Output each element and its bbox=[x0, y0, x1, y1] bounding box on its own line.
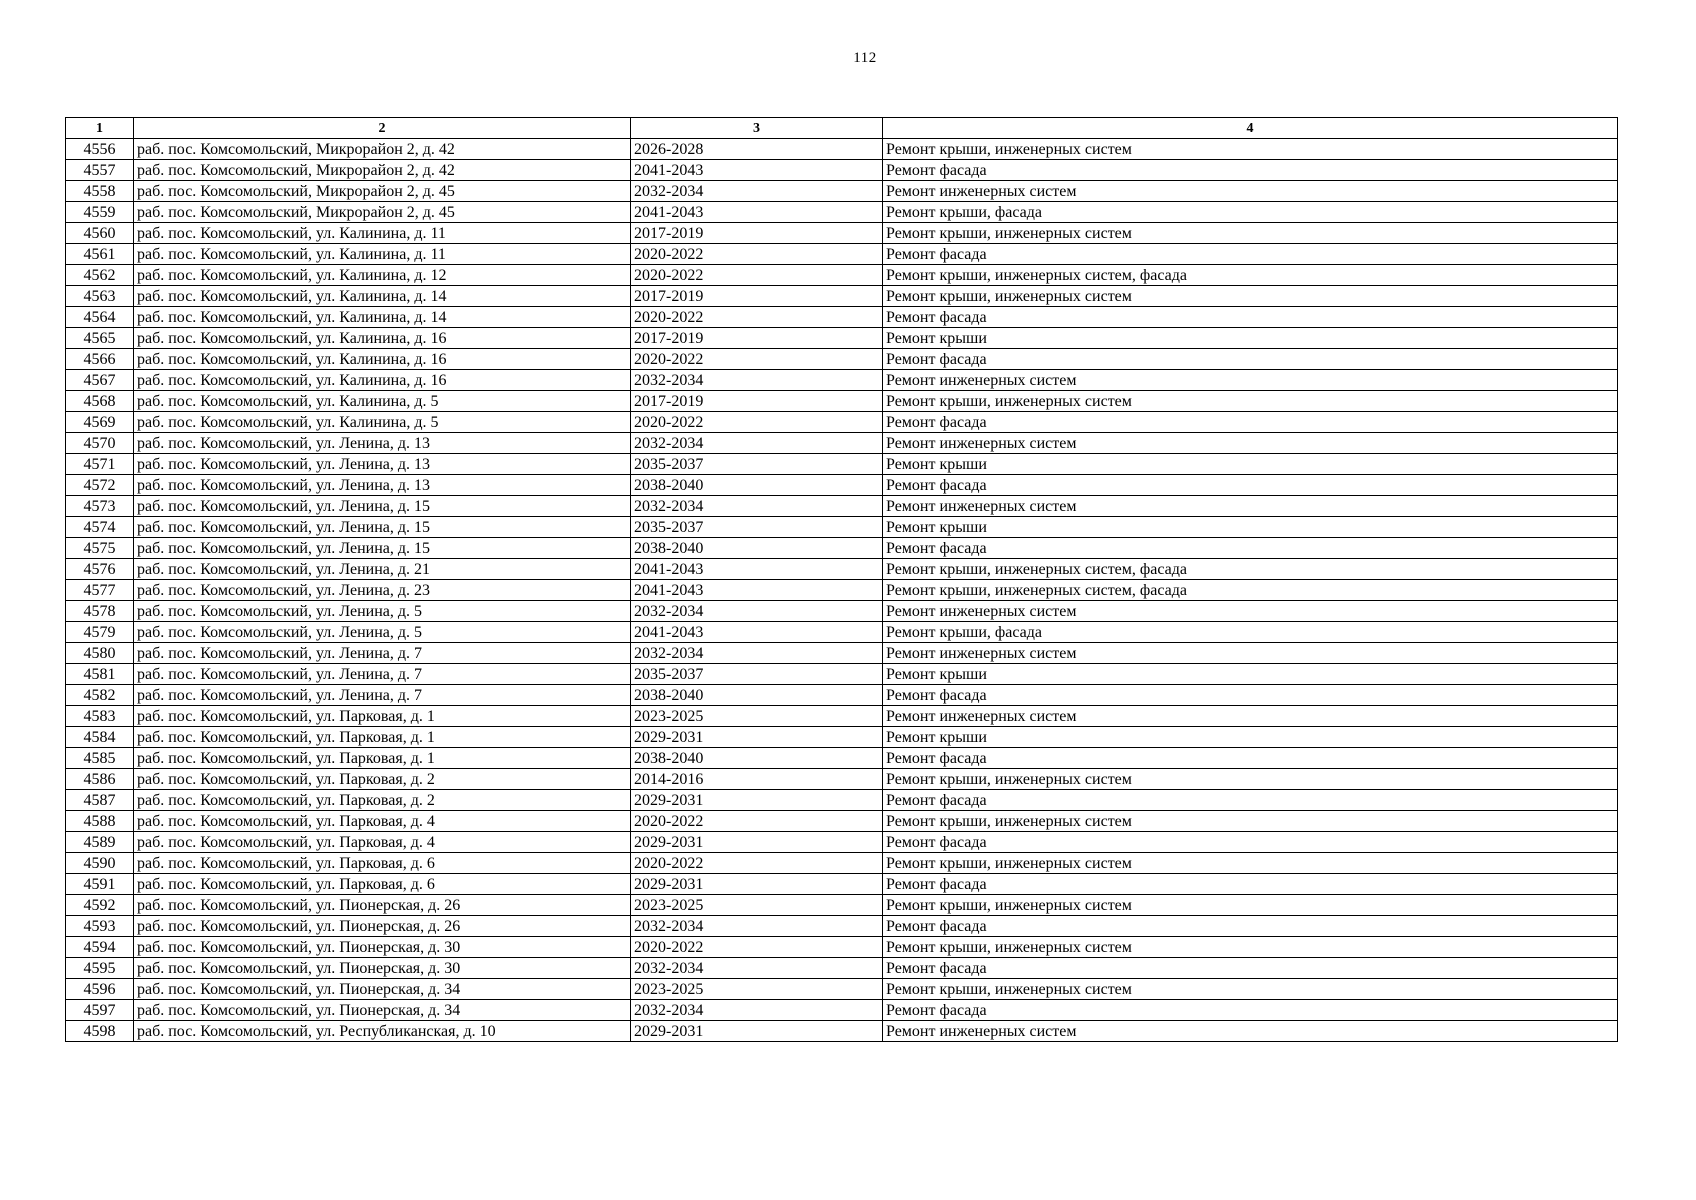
work-type-cell: Ремонт фасада bbox=[883, 244, 1618, 265]
address-cell: раб. пос. Комсомольский, Микрорайон 2, д. 45 bbox=[134, 202, 631, 223]
table-row bbox=[66, 139, 1618, 160]
row-number-cell: 4561 bbox=[66, 244, 134, 265]
table-row bbox=[66, 307, 1618, 328]
period-cell: 2032-2034 bbox=[631, 496, 883, 517]
address-cell: раб. пос. Комсомольский, ул. Ленина, д. 13 bbox=[134, 454, 631, 475]
period-cell: 2035-2037 bbox=[631, 454, 883, 475]
table-row bbox=[66, 643, 1618, 664]
period-cell: 2032-2034 bbox=[631, 433, 883, 454]
work-type-cell: Ремонт инженерных систем bbox=[883, 706, 1618, 727]
table-row bbox=[66, 1000, 1618, 1021]
table-row bbox=[66, 391, 1618, 412]
address-cell: раб. пос. Комсомольский, ул. Ленина, д. 13 bbox=[134, 475, 631, 496]
table-row bbox=[66, 790, 1618, 811]
table-row bbox=[66, 706, 1618, 727]
row-number-cell: 4592 bbox=[66, 895, 134, 916]
work-type-cell: Ремонт фасада bbox=[883, 160, 1618, 181]
row-number-cell: 4595 bbox=[66, 958, 134, 979]
table-row bbox=[66, 832, 1618, 853]
row-number-cell: 4575 bbox=[66, 538, 134, 559]
work-type-cell: Ремонт фасада bbox=[883, 307, 1618, 328]
row-number-cell: 4585 bbox=[66, 748, 134, 769]
table-row bbox=[66, 223, 1618, 244]
address-cell: раб. пос. Комсомольский, ул. Калинина, д. 16 bbox=[134, 370, 631, 391]
address-cell: раб. пос. Комсомольский, ул. Парковая, д. 1 bbox=[134, 706, 631, 727]
address-cell: раб. пос. Комсомольский, ул. Пионерская, д. 26 bbox=[134, 916, 631, 937]
row-number-cell: 4582 bbox=[66, 685, 134, 706]
period-cell: 2020-2022 bbox=[631, 265, 883, 286]
table-row bbox=[66, 475, 1618, 496]
row-number-cell: 4590 bbox=[66, 853, 134, 874]
address-cell: раб. пос. Комсомольский, Микрорайон 2, д. 45 bbox=[134, 181, 631, 202]
row-number-cell: 4559 bbox=[66, 202, 134, 223]
period-cell: 2032-2034 bbox=[631, 181, 883, 202]
table-row bbox=[66, 853, 1618, 874]
address-cell: раб. пос. Комсомольский, ул. Калинина, д. 14 bbox=[134, 307, 631, 328]
row-number-cell: 4584 bbox=[66, 727, 134, 748]
period-cell: 2029-2031 bbox=[631, 1021, 883, 1042]
row-number-cell: 4570 bbox=[66, 433, 134, 454]
address-cell: раб. пос. Комсомольский, ул. Пионерская, д. 30 bbox=[134, 937, 631, 958]
period-cell: 2020-2022 bbox=[631, 244, 883, 265]
table-row bbox=[66, 370, 1618, 391]
table-row bbox=[66, 748, 1618, 769]
period-cell: 2014-2016 bbox=[631, 769, 883, 790]
row-number-cell: 4589 bbox=[66, 832, 134, 853]
period-cell: 2032-2034 bbox=[631, 958, 883, 979]
address-cell: раб. пос. Комсомольский, ул. Пионерская, д. 34 bbox=[134, 1000, 631, 1021]
header-row bbox=[66, 118, 1618, 139]
work-type-cell: Ремонт инженерных систем bbox=[883, 181, 1618, 202]
address-cell: раб. пос. Комсомольский, ул. Парковая, д. 6 bbox=[134, 874, 631, 895]
work-type-cell: Ремонт крыши, инженерных систем bbox=[883, 286, 1618, 307]
period-cell: 2020-2022 bbox=[631, 853, 883, 874]
table-row bbox=[66, 916, 1618, 937]
row-number-cell: 4566 bbox=[66, 349, 134, 370]
table-row bbox=[66, 874, 1618, 895]
work-type-cell: Ремонт фасада bbox=[883, 412, 1618, 433]
row-number-cell: 4591 bbox=[66, 874, 134, 895]
row-number-cell: 4581 bbox=[66, 664, 134, 685]
work-type-cell: Ремонт инженерных систем bbox=[883, 433, 1618, 454]
row-number-cell: 4588 bbox=[66, 811, 134, 832]
row-number-cell: 4593 bbox=[66, 916, 134, 937]
period-cell: 2041-2043 bbox=[631, 580, 883, 601]
table-row bbox=[66, 769, 1618, 790]
period-cell: 2038-2040 bbox=[631, 475, 883, 496]
work-type-cell: Ремонт инженерных систем bbox=[883, 601, 1618, 622]
work-type-cell: Ремонт крыши, инженерных систем bbox=[883, 223, 1618, 244]
address-cell: раб. пос. Комсомольский, Микрорайон 2, д. 42 bbox=[134, 139, 631, 160]
address-cell: раб. пос. Комсомольский, ул. Парковая, д. 6 bbox=[134, 853, 631, 874]
table-row bbox=[66, 601, 1618, 622]
row-number-cell: 4572 bbox=[66, 475, 134, 496]
work-type-cell: Ремонт крыши bbox=[883, 454, 1618, 475]
period-cell: 2041-2043 bbox=[631, 559, 883, 580]
work-type-cell: Ремонт крыши, инженерных систем, фасада bbox=[883, 559, 1618, 580]
table-row bbox=[66, 979, 1618, 1000]
period-cell: 2038-2040 bbox=[631, 538, 883, 559]
table-row bbox=[66, 181, 1618, 202]
row-number-cell: 4583 bbox=[66, 706, 134, 727]
address-cell: раб. пос. Комсомольский, ул. Ленина, д. 15 bbox=[134, 496, 631, 517]
period-cell: 2017-2019 bbox=[631, 223, 883, 244]
row-number-cell: 4568 bbox=[66, 391, 134, 412]
work-type-cell: Ремонт крыши, фасада bbox=[883, 202, 1618, 223]
work-type-cell: Ремонт крыши, инженерных систем, фасада bbox=[883, 265, 1618, 286]
row-number-cell: 4563 bbox=[66, 286, 134, 307]
table-row bbox=[66, 664, 1618, 685]
period-cell: 2029-2031 bbox=[631, 874, 883, 895]
table-row bbox=[66, 937, 1618, 958]
address-cell: раб. пос. Комсомольский, ул. Калинина, д. 16 bbox=[134, 349, 631, 370]
table-row bbox=[66, 412, 1618, 433]
address-cell: раб. пос. Комсомольский, ул. Пионерская, д. 34 bbox=[134, 979, 631, 1000]
address-cell: раб. пос. Комсомольский, ул. Калинина, д. 12 bbox=[134, 265, 631, 286]
row-number-cell: 4587 bbox=[66, 790, 134, 811]
address-cell: раб. пос. Комсомольский, Микрорайон 2, д. 42 bbox=[134, 160, 631, 181]
address-cell: раб. пос. Комсомольский, ул. Калинина, д. 16 bbox=[134, 328, 631, 349]
work-type-cell: Ремонт фасада bbox=[883, 475, 1618, 496]
work-type-cell: Ремонт крыши bbox=[883, 517, 1618, 538]
work-type-cell: Ремонт фасада bbox=[883, 832, 1618, 853]
table-row bbox=[66, 454, 1618, 475]
row-number-cell: 4586 bbox=[66, 769, 134, 790]
table-row bbox=[66, 265, 1618, 286]
table-row bbox=[66, 559, 1618, 580]
work-type-cell: Ремонт инженерных систем bbox=[883, 643, 1618, 664]
period-cell: 2035-2037 bbox=[631, 664, 883, 685]
period-cell: 2020-2022 bbox=[631, 307, 883, 328]
column-header-address: 2 bbox=[134, 118, 631, 139]
table-row bbox=[66, 538, 1618, 559]
period-cell: 2032-2034 bbox=[631, 601, 883, 622]
table-row bbox=[66, 349, 1618, 370]
address-cell: раб. пос. Комсомольский, ул. Калинина, д. 11 bbox=[134, 223, 631, 244]
table-row bbox=[66, 958, 1618, 979]
work-type-cell: Ремонт фасада bbox=[883, 874, 1618, 895]
period-cell: 2017-2019 bbox=[631, 286, 883, 307]
period-cell: 2023-2025 bbox=[631, 706, 883, 727]
row-number-cell: 4596 bbox=[66, 979, 134, 1000]
table-row bbox=[66, 895, 1618, 916]
address-cell: раб. пос. Комсомольский, ул. Парковая, д. 4 bbox=[134, 832, 631, 853]
period-cell: 2020-2022 bbox=[631, 349, 883, 370]
table-row bbox=[66, 160, 1618, 181]
address-cell: раб. пос. Комсомольский, ул. Республиканская, д. 10 bbox=[134, 1021, 631, 1042]
table-row bbox=[66, 433, 1618, 454]
work-type-cell: Ремонт фасада bbox=[883, 1000, 1618, 1021]
address-cell: раб. пос. Комсомольский, ул. Ленина, д. 7 bbox=[134, 685, 631, 706]
work-type-cell: Ремонт фасада bbox=[883, 685, 1618, 706]
work-type-cell: Ремонт крыши, инженерных систем bbox=[883, 895, 1618, 916]
work-type-cell: Ремонт крыши, фасада bbox=[883, 622, 1618, 643]
row-number-cell: 4598 bbox=[66, 1021, 134, 1042]
row-number-cell: 4557 bbox=[66, 160, 134, 181]
table-row bbox=[66, 244, 1618, 265]
work-type-cell: Ремонт инженерных систем bbox=[883, 1021, 1618, 1042]
row-number-cell: 4569 bbox=[66, 412, 134, 433]
table-row bbox=[66, 727, 1618, 748]
period-cell: 2032-2034 bbox=[631, 916, 883, 937]
address-cell: раб. пос. Комсомольский, ул. Ленина, д. 21 bbox=[134, 559, 631, 580]
page-number: 112 bbox=[853, 50, 877, 66]
row-number-cell: 4556 bbox=[66, 139, 134, 160]
table-row bbox=[66, 286, 1618, 307]
period-cell: 2029-2031 bbox=[631, 832, 883, 853]
address-cell: раб. пос. Комсомольский, ул. Ленина, д. 15 bbox=[134, 538, 631, 559]
address-cell: раб. пос. Комсомольский, ул. Ленина, д. 7 bbox=[134, 664, 631, 685]
table-header bbox=[66, 118, 1618, 139]
work-type-cell: Ремонт крыши, инженерных систем bbox=[883, 139, 1618, 160]
address-cell: раб. пос. Комсомольский, ул. Ленина, д. 23 bbox=[134, 580, 631, 601]
row-number-cell: 4564 bbox=[66, 307, 134, 328]
table-row bbox=[66, 685, 1618, 706]
work-type-cell: Ремонт крыши bbox=[883, 727, 1618, 748]
row-number-cell: 4578 bbox=[66, 601, 134, 622]
table-row bbox=[66, 496, 1618, 517]
period-cell: 2038-2040 bbox=[631, 748, 883, 769]
work-type-cell: Ремонт крыши bbox=[883, 328, 1618, 349]
work-type-cell: Ремонт крыши, инженерных систем bbox=[883, 853, 1618, 874]
address-cell: раб. пос. Комсомольский, ул. Калинина, д. 11 bbox=[134, 244, 631, 265]
row-number-cell: 4573 bbox=[66, 496, 134, 517]
address-cell: раб. пос. Комсомольский, ул. Калинина, д. 5 bbox=[134, 412, 631, 433]
row-number-cell: 4560 bbox=[66, 223, 134, 244]
address-cell: раб. пос. Комсомольский, ул. Парковая, д. 2 bbox=[134, 790, 631, 811]
address-cell: раб. пос. Комсомольский, ул. Ленина, д. 13 bbox=[134, 433, 631, 454]
work-type-cell: Ремонт крыши, инженерных систем bbox=[883, 811, 1618, 832]
repair-schedule-table bbox=[65, 117, 1618, 1042]
work-type-cell: Ремонт фасада bbox=[883, 958, 1618, 979]
period-cell: 2032-2034 bbox=[631, 370, 883, 391]
row-number-cell: 4565 bbox=[66, 328, 134, 349]
period-cell: 2017-2019 bbox=[631, 391, 883, 412]
period-cell: 2020-2022 bbox=[631, 811, 883, 832]
table-body bbox=[66, 139, 1618, 1042]
row-number-cell: 4558 bbox=[66, 181, 134, 202]
row-number-cell: 4562 bbox=[66, 265, 134, 286]
row-number-cell: 4567 bbox=[66, 370, 134, 391]
period-cell: 2032-2034 bbox=[631, 643, 883, 664]
address-cell: раб. пос. Комсомольский, ул. Парковая, д. 1 bbox=[134, 727, 631, 748]
table-row bbox=[66, 811, 1618, 832]
address-cell: раб. пос. Комсомольский, ул. Пионерская, д. 30 bbox=[134, 958, 631, 979]
row-number-cell: 4574 bbox=[66, 517, 134, 538]
address-cell: раб. пос. Комсомольский, ул. Парковая, д. 4 bbox=[134, 811, 631, 832]
period-cell: 2032-2034 bbox=[631, 1000, 883, 1021]
work-type-cell: Ремонт крыши, инженерных систем, фасада bbox=[883, 580, 1618, 601]
period-cell: 2041-2043 bbox=[631, 622, 883, 643]
period-cell: 2017-2019 bbox=[631, 328, 883, 349]
work-type-cell: Ремонт инженерных систем bbox=[883, 496, 1618, 517]
row-number-cell: 4571 bbox=[66, 454, 134, 475]
row-number-cell: 4577 bbox=[66, 580, 134, 601]
address-cell: раб. пос. Комсомольский, ул. Ленина, д. 5 bbox=[134, 622, 631, 643]
work-type-cell: Ремонт инженерных систем bbox=[883, 370, 1618, 391]
work-type-cell: Ремонт фасада bbox=[883, 916, 1618, 937]
period-cell: 2035-2037 bbox=[631, 517, 883, 538]
column-header-number: 1 bbox=[66, 118, 134, 139]
address-cell: раб. пос. Комсомольский, ул. Калинина, д. 5 bbox=[134, 391, 631, 412]
work-type-cell: Ремонт крыши, инженерных систем bbox=[883, 979, 1618, 1000]
work-type-cell: Ремонт крыши bbox=[883, 664, 1618, 685]
period-cell: 2020-2022 bbox=[631, 937, 883, 958]
address-cell: раб. пос. Комсомольский, ул. Парковая, д. 1 bbox=[134, 748, 631, 769]
work-type-cell: Ремонт крыши, инженерных систем bbox=[883, 937, 1618, 958]
period-cell: 2020-2022 bbox=[631, 412, 883, 433]
address-cell: раб. пос. Комсомольский, ул. Ленина, д. 5 bbox=[134, 601, 631, 622]
column-header-period: 3 bbox=[631, 118, 883, 139]
table-row bbox=[66, 622, 1618, 643]
address-cell: раб. пос. Комсомольский, ул. Ленина, д. 15 bbox=[134, 517, 631, 538]
period-cell: 2041-2043 bbox=[631, 202, 883, 223]
table-row bbox=[66, 328, 1618, 349]
row-number-cell: 4579 bbox=[66, 622, 134, 643]
work-type-cell: Ремонт фасада bbox=[883, 349, 1618, 370]
period-cell: 2029-2031 bbox=[631, 790, 883, 811]
period-cell: 2023-2025 bbox=[631, 895, 883, 916]
address-cell: раб. пос. Комсомольский, ул. Калинина, д. 14 bbox=[134, 286, 631, 307]
address-cell: раб. пос. Комсомольский, ул. Ленина, д. 7 bbox=[134, 643, 631, 664]
column-header-work-type: 4 bbox=[883, 118, 1618, 139]
table-row bbox=[66, 1021, 1618, 1042]
table-row bbox=[66, 202, 1618, 223]
period-cell: 2023-2025 bbox=[631, 979, 883, 1000]
row-number-cell: 4597 bbox=[66, 1000, 134, 1021]
work-type-cell: Ремонт крыши, инженерных систем bbox=[883, 391, 1618, 412]
address-cell: раб. пос. Комсомольский, ул. Парковая, д. 2 bbox=[134, 769, 631, 790]
work-type-cell: Ремонт фасада bbox=[883, 748, 1618, 769]
period-cell: 2026-2028 bbox=[631, 139, 883, 160]
row-number-cell: 4580 bbox=[66, 643, 134, 664]
work-type-cell: Ремонт фасада bbox=[883, 538, 1618, 559]
row-number-cell: 4576 bbox=[66, 559, 134, 580]
work-type-cell: Ремонт фасада bbox=[883, 790, 1618, 811]
table-row bbox=[66, 517, 1618, 538]
row-number-cell: 4594 bbox=[66, 937, 134, 958]
period-cell: 2029-2031 bbox=[631, 727, 883, 748]
table-row bbox=[66, 580, 1618, 601]
address-cell: раб. пос. Комсомольский, ул. Пионерская, д. 26 bbox=[134, 895, 631, 916]
period-cell: 2038-2040 bbox=[631, 685, 883, 706]
work-type-cell: Ремонт крыши, инженерных систем bbox=[883, 769, 1618, 790]
period-cell: 2041-2043 bbox=[631, 160, 883, 181]
